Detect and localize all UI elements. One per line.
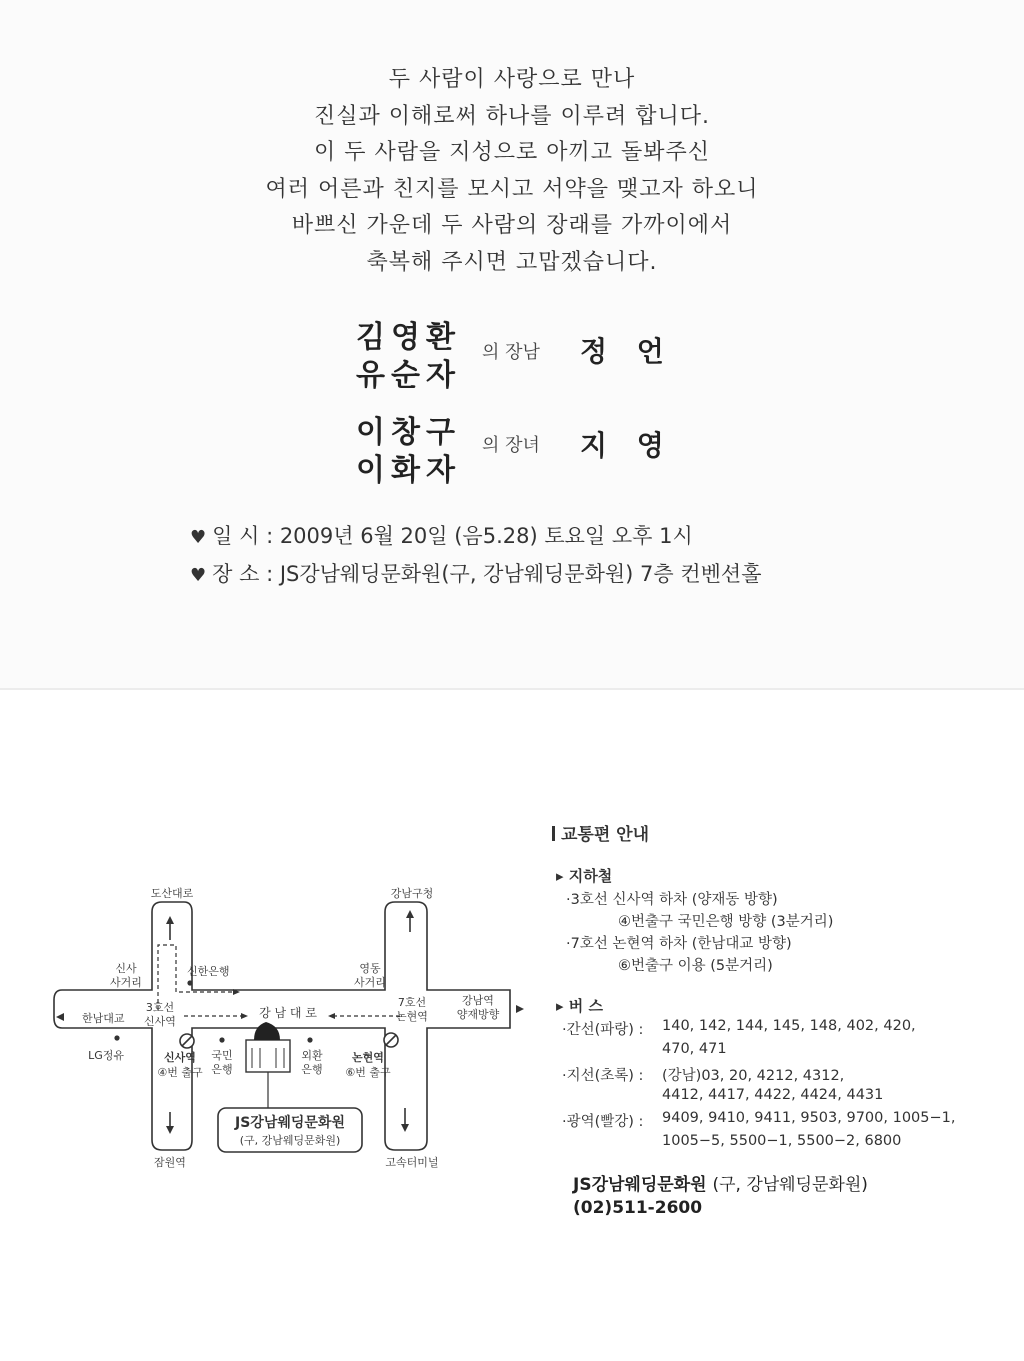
label-line3: 3호선 [145, 1001, 175, 1014]
label-hannam: 한남대교 [82, 1012, 125, 1025]
label-line7: 7호선 [397, 996, 427, 1009]
venue-phone: (02)511-2600 [573, 1198, 703, 1218]
label-lg: LG정유 [88, 1049, 124, 1062]
bus-trunk-label: ·간선(파랑) : [562, 1022, 644, 1038]
label-gangnam-stn: 강남역 [462, 994, 494, 1007]
groom-name: 정 언 [580, 335, 674, 368]
arrow-up-icon [166, 916, 174, 924]
bus-branch-routes-2: 4412, 4417, 4422, 4424, 4431 [662, 1087, 884, 1103]
label-sinsa-exit-2: ④번 출구 [157, 1066, 203, 1079]
fold-line [0, 688, 1024, 690]
bus-trunk-routes-2: 470, 471 [662, 1041, 727, 1057]
label-jamwon: 잠원역 [154, 1156, 186, 1169]
label-kb: 국민 [211, 1049, 233, 1062]
groom-relation: 의 장남 [482, 342, 540, 363]
invitation-line: 두 사람이 사랑으로 만나 [388, 67, 636, 92]
subway-line3: ·3호선 신사역 하차 (양재동 방향) [566, 892, 778, 908]
invitation-line: 축복해 주시면 고맙겠습니다. [366, 249, 658, 275]
arrow-down-icon [166, 1126, 174, 1134]
label-yeongdong-2: 사거리 [354, 976, 386, 989]
label-kx: 외환 [301, 1049, 323, 1062]
bus-trunk-routes: 140, 142, 144, 145, 148, 402, 420, [662, 1018, 916, 1034]
bus-branch-label: ·지선(초록) : [562, 1068, 644, 1084]
label-kb-2: 은행 [211, 1063, 233, 1076]
bus-branch-routes: (강남)03, 20, 4212, 4312, [662, 1068, 845, 1084]
label-road: 강 남 대 로 [259, 1006, 317, 1020]
venue-footer-name: JS강남웨딩문화원 [573, 1175, 707, 1195]
bride-mother: 이화자 [356, 453, 461, 488]
bus-express-routes: 9409, 9410, 9411, 9503, 9700, 1005−1, [662, 1110, 956, 1126]
subway-heading: ▸ 지하철 [556, 867, 613, 885]
bride-relation: 의 장녀 [482, 435, 540, 456]
venue-name: JS강남웨딩문화원 [235, 1115, 345, 1131]
label-gangnamgu: 강남구청 [390, 887, 434, 900]
heart-icon: ♥ [190, 565, 207, 586]
groom-father: 김영환 [356, 320, 461, 355]
bus-heading: ▸ 버 스 [556, 997, 603, 1015]
heart-icon: ♥ [190, 527, 207, 548]
arrow-down-icon [401, 1124, 409, 1132]
invitation-line: 바쁘신 가운데 두 사람의 장래를 가까이에서 [291, 213, 733, 238]
arrow-right-icon [516, 1005, 524, 1013]
subway-line7: ·7호선 논현역 하차 (한남대교 방향) [566, 936, 792, 952]
invitation-line: 이 두 사람을 지성으로 아끼고 돌봐주신 [314, 140, 710, 165]
location-map [40, 880, 550, 1170]
invitation-text [0, 62, 1024, 281]
transit-title-text: 교통편 안내 [561, 825, 650, 845]
place-text: 장 소 : JS강남웨딩문화원(구, 강남웨딩문화원) 7층 컨벤션홀 [212, 562, 762, 586]
venue-footer-note: (구, 강남웨딩문화원) [712, 1175, 868, 1195]
transit-title [552, 820, 649, 845]
label-yangjae: 양재방향 [456, 1008, 500, 1021]
bus-express-routes-2: 1005−5, 5500−1, 5500−2, 6800 [662, 1133, 902, 1149]
label-kx-2: 은행 [301, 1063, 323, 1076]
label-shinhan: 신한은행 [187, 965, 230, 978]
venue-footer [573, 1170, 868, 1195]
invitation-line: 여러 어른과 친지를 모시고 서약을 맺고자 하오니 [265, 176, 759, 202]
label-nonhyeon-exit: 논현역 [352, 1051, 384, 1064]
arrow-up-icon [406, 910, 414, 918]
subway-line3-exit: ④번출구 국민은행 방향 (3분거리) [618, 914, 834, 930]
subway-line7-exit: ⑥번출구 이용 (5분거리) [618, 958, 773, 974]
place-line [190, 558, 762, 588]
label-nonhyeon-exit-2: ⑥번 출구 [345, 1066, 391, 1079]
label-dosan: 도산대로 [150, 887, 194, 900]
bride-name: 지 영 [580, 429, 674, 462]
label-yeongdong: 영동 [359, 962, 381, 975]
label-sinsa-exit: 신사역 [164, 1051, 196, 1064]
label-line3-2: 신사역 [144, 1015, 176, 1028]
bride-father: 이창구 [356, 415, 461, 450]
title-bar-icon [552, 826, 555, 841]
date-text: 일 시 : 2009년 6월 20일 (음5.28) 토요일 오후 1시 [212, 524, 693, 548]
venue-note: (구, 강남웨딩문화원) [239, 1134, 341, 1147]
arrow-left-icon [56, 1013, 64, 1021]
label-sinsa: 신사 [115, 962, 137, 975]
label-line7-2: 논현역 [396, 1010, 428, 1023]
label-terminal: 고속터미널 [385, 1156, 439, 1169]
map-graphic [40, 880, 550, 1170]
label-sinsa-2: 사거리 [110, 976, 142, 989]
groom-mother: 유순자 [356, 358, 461, 393]
bus-express-label: ·광역(빨강) : [562, 1114, 644, 1130]
date-line [190, 520, 693, 550]
invitation-line: 진실과 이해로써 하나를 이루려 합니다. [314, 103, 710, 129]
